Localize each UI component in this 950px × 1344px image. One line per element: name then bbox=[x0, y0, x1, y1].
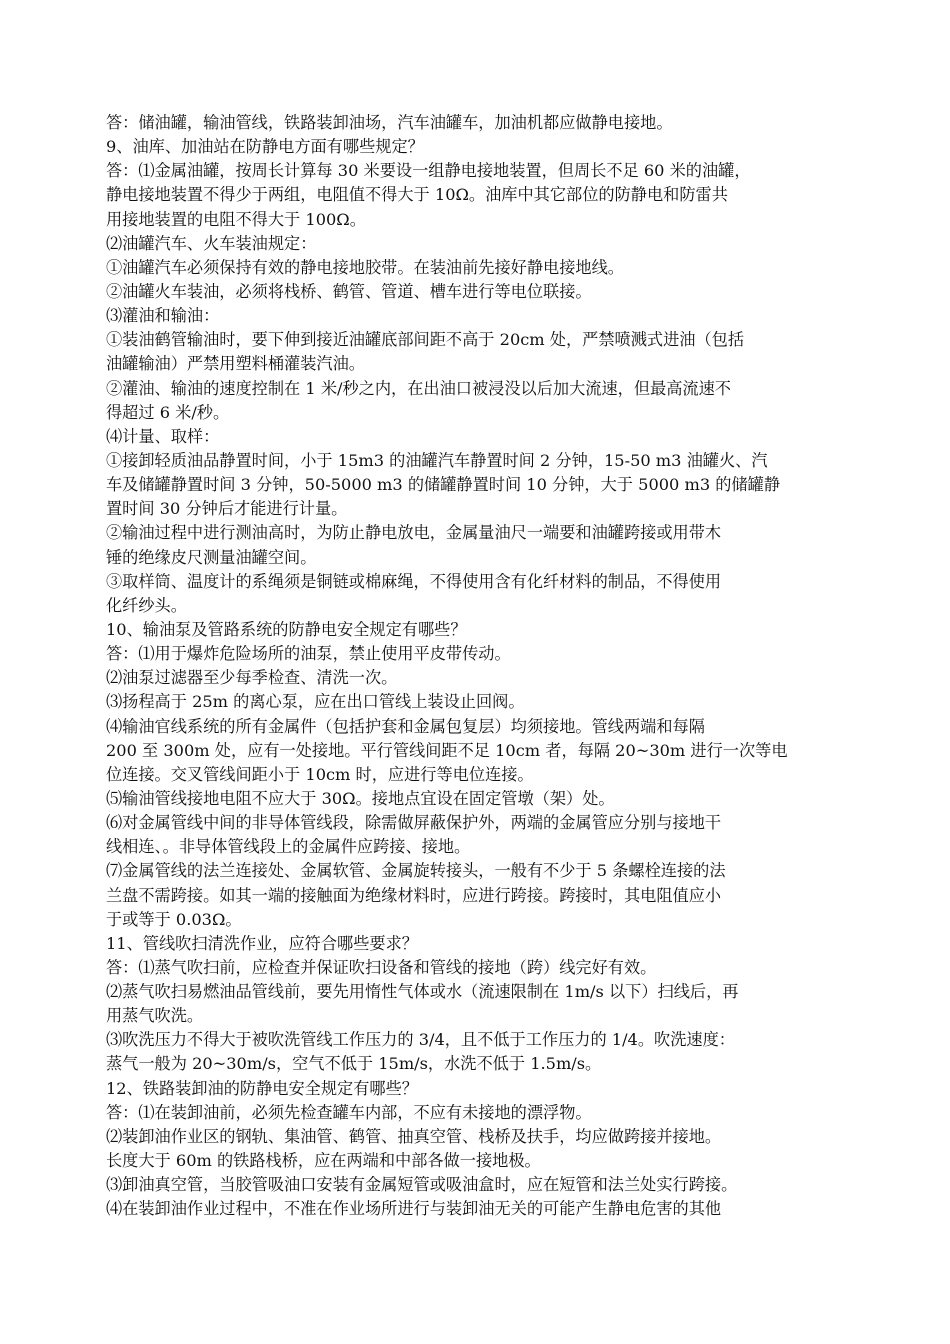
question-heading: 12、铁路装卸油的防静电安全规定有哪些？ bbox=[106, 1078, 418, 1098]
text-line: ②灌油、输油的速度控制在 1 米/秒之内，在出油口被浸没以后加大流速，但最高流速不 bbox=[106, 378, 731, 398]
text-line: 答：⑴用于爆炸危险场所的油泵，禁止使用平皮带传动。 bbox=[106, 644, 511, 664]
text-line: 静电接地装置不得少于两组，电阻值不得大于 10Ω。油库中其它部位的防静电和防雷共 bbox=[106, 185, 728, 205]
text-line: 车及储罐静置时间 3 分钟，50-5000 m3 的储罐静置时间 10 分钟，大于 5000 m3 的储罐静 bbox=[106, 475, 781, 495]
text-line: ⑶扬程高于 25m 的离心泵，应在出口管线上装设止回阀。 bbox=[106, 692, 525, 712]
text-line: ⑵装卸油作业区的钢轨、集油管、鹤管、抽真空管、栈桥及扶手，均应做跨接并接地。 bbox=[106, 1126, 722, 1146]
text-line: ⑶卸油真空管，当胶管吸油口安装有金属短管或吸油盒时，应在短管和法兰处实行跨接。 bbox=[106, 1175, 738, 1195]
text-line: 化纤纱头。 bbox=[106, 595, 187, 615]
text-line: 锤的绝缘皮尺测量油罐空间。 bbox=[106, 547, 317, 567]
text-line: ⑸输油管线接地电阻不应大于 30Ω。接地点宜设在固定管墩（架）处。 bbox=[106, 788, 615, 808]
text-line: 线相连、。非导体管线段上的金属件应跨接、接地。 bbox=[106, 837, 471, 857]
text-line: 长度大于 60m 的铁路栈桥，应在两端和中部各做一接地极。 bbox=[106, 1151, 541, 1171]
question-heading: 11、管线吹扫清洗作业，应符合哪些要求？ bbox=[106, 933, 418, 953]
text-line: ⑶吹洗压力不得大于被吹洗管线工作压力的 3/4，且不低于工作压力的 1/4。吹洗速度： bbox=[106, 1030, 735, 1050]
question-heading: 10、输油泵及管路系统的防静电安全规定有哪些？ bbox=[106, 619, 467, 639]
document-body bbox=[106, 111, 848, 1221]
text-line: ⑹对金属管线中间的非导体管线段，除需做屏蔽保护外，两端的金属管应分别与接地干 bbox=[106, 813, 722, 833]
text-line: ⑷计量、取样： bbox=[106, 426, 220, 446]
text-line: ②油罐火车装油，必须将栈桥、鹤管、管道、槽车进行等电位联接。 bbox=[106, 281, 592, 301]
text-line: 用接地装置的电阻不得大于 100Ω。 bbox=[106, 209, 366, 229]
text-line: ①接卸轻质油品静置时间，小于 15m3 的油罐汽车静置时间 2 分钟，15-50 m3 油罐火、汽 bbox=[106, 450, 768, 470]
text-line: 蒸气一般为 20~30m/s，空气不低于 15m/s，水洗不低于 1.5m/s。 bbox=[106, 1054, 602, 1074]
text-line: 于或等于 0.03Ω。 bbox=[106, 909, 242, 929]
text-line: 得超过 6 米/秒。 bbox=[106, 402, 230, 422]
text-line: ⑶灌油和输油： bbox=[106, 306, 220, 326]
text-line: 答：⑴在装卸油前，必须先检查罐车内部，不应有未接地的漂浮物。 bbox=[106, 1102, 592, 1122]
question-heading: 9、油库、加油站在防静电方面有哪些规定？ bbox=[106, 137, 424, 157]
text-line: 用蒸气吹洗。 bbox=[106, 1006, 204, 1026]
text-line: 兰盘不需跨接。如其一端的接触面为绝缘材料时，应进行跨接。跨接时，其电阻值应小 bbox=[106, 885, 722, 905]
text-line: 答：⑴金属油罐，按周长计算每 30 米要设一组静电接地装置，但周长不足 60 米的油罐， bbox=[106, 161, 751, 181]
text-line: ①油罐汽车必须保持有效的静电接地胶带。在装油前先接好静电接地线。 bbox=[106, 257, 624, 277]
text-line: ⑺金属管线的法兰连接处、金属软管、金属旋转接头，一般有不少于 5 条螺栓连接的法 bbox=[106, 861, 726, 881]
text-line: 置时间 30 分钟后才能进行计量。 bbox=[106, 499, 348, 519]
text-line: ⑵油泵过滤器至少每季检查、清洗一次。 bbox=[106, 668, 398, 688]
text-line: 200 至 300m 处，应有一处接地。平行管线间距不足 10cm 者，每隔 20~30m 进行一次等电 bbox=[106, 740, 788, 760]
text-line: ⑵蒸气吹扫易燃油品管线前，要先用惰性气体或水（流速限制在 1m/s 以下）扫线后，再 bbox=[106, 982, 739, 1002]
text-line: ③取样筒、温度计的系绳须是铜链或棉麻绳，不得使用含有化纤材料的制品，不得使用 bbox=[106, 571, 722, 591]
text-line: 答：储油罐，输油管线，铁路装卸油场，汽车油罐车，加油机都应做静电接地。 bbox=[106, 113, 673, 132]
text-line: 答：⑴蒸气吹扫前，应检查并保证吹扫设备和管线的接地（跨）线完好有效。 bbox=[106, 957, 657, 977]
text-line: 油罐输油）严禁用塑料桶灌装汽油。 bbox=[106, 354, 365, 374]
text-line: ⑷输油官线系统的所有金属件（包括护套和金属包复层）均须接地。管线两端和每隔 bbox=[106, 716, 705, 736]
text-line: ①装油鹤管输油时，要下伸到接近油罐底部间距不高于 20cm 处，严禁喷溅式进油（包括 bbox=[106, 330, 745, 350]
text-line: ⑵油罐汽车、火车装油规定： bbox=[106, 233, 317, 253]
text-line: ⑷在装卸油作业过程中，不准在作业场所进行与装卸油无关的可能产生静电危害的其他 bbox=[106, 1199, 722, 1219]
text-line: 位连接。交叉管线间距小于 10cm 时，应进行等电位连接。 bbox=[106, 764, 534, 784]
text-line: ②输油过程中进行测油高时，为防止静电放电，金属量油尺一端要和油罐跨接或用带木 bbox=[106, 523, 722, 543]
